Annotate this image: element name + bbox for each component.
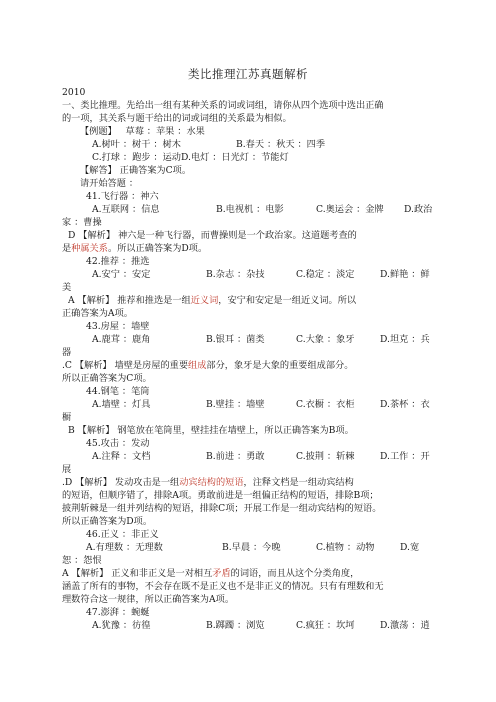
example-label: 【例题】 bbox=[80, 126, 117, 137]
q46-explanation-2: 涵盖了所有的事物，不会存在既不是正义也不是非正义的情况。只有有理数和无 bbox=[62, 581, 384, 592]
q46-explanation-1 bbox=[62, 567, 434, 580]
q41-explanation-1: D 【解析】 神六是一种飞行器，而曹操则是一个政治家。这道题考查的 bbox=[68, 230, 357, 241]
q45-explanation-2: 的短语，但顺序错了，排除A项。勇敢前进是一组偏正结构的短语，排除B项； bbox=[62, 490, 379, 501]
q45-exp-text-end: ，注释文档是一组动宾结构 bbox=[243, 477, 354, 488]
q43-keyword: 组成 bbox=[188, 360, 207, 371]
q41-option-a: A.互联网 ：信息 bbox=[92, 204, 160, 215]
q45-keyword: 动宾结构的短语 bbox=[179, 477, 244, 488]
page-title: 类比推理江苏真题解析 bbox=[188, 67, 308, 81]
q46-option-a: A.有理数 ：无理数 bbox=[86, 542, 163, 553]
start-prompt: 请开始答题 ： bbox=[80, 178, 139, 189]
example-stem bbox=[80, 125, 434, 138]
q42-explanation-1 bbox=[68, 294, 434, 307]
q41-option-b: B.电视机 ：电影 bbox=[216, 204, 284, 215]
q47-stem: 47.澎湃 ：蜿蜒 bbox=[86, 607, 150, 618]
q45-stem: 45.攻击 ：发动 bbox=[86, 438, 150, 449]
q43-stem: 43.房屋 ：墙壁 bbox=[86, 321, 150, 332]
q46-explanation-3: 理数符合这一规律，所以正确答案为A项。 bbox=[62, 594, 235, 605]
q43-option-d: D.坦克 ：兵 bbox=[380, 334, 430, 345]
q42-option-d: D.鲜艳 ：鲜 bbox=[380, 269, 430, 280]
q46-keyword: 矛盾 bbox=[212, 568, 231, 579]
q47-option-b: B.踯躅 ：浏览 bbox=[206, 620, 265, 631]
q41-explanation-2 bbox=[62, 242, 434, 255]
q45-option-a: A.注释 ：文档 bbox=[92, 451, 151, 462]
q43-option-wrap: 器 bbox=[62, 347, 72, 358]
q46-exp-text: A 【解析】 正义和非正义是一对相互 bbox=[62, 568, 213, 579]
q44-option-b: B.壁挂 ：墙壁 bbox=[206, 399, 265, 410]
intro-line-2: 的一项，其关系与题干给出的词或词组的关系最为相似。 bbox=[62, 113, 292, 124]
q44-option-d: D.茶杯 ：衣 bbox=[380, 399, 430, 410]
q47-option-a: A.犹豫 ：彷徨 bbox=[92, 620, 151, 631]
q46-stem: 46.正义 ：非正义 bbox=[86, 529, 159, 540]
q45-option-b: B.前进 ：勇敢 bbox=[206, 451, 265, 462]
q44-option-c: C.衣橱 ：衣柜 bbox=[296, 399, 355, 410]
q41-stem: 41.飞行器 ：神六 bbox=[86, 191, 159, 202]
example-answer: 【解答】 正确答案为C项。 bbox=[80, 165, 192, 176]
q45-option-c: C.披荆 ：斩棘 bbox=[296, 451, 355, 462]
example-option-a: A.树叶 ：树干 ：树木 bbox=[92, 139, 181, 150]
q45-exp-text: .D 【解析】 发动攻击是一组 bbox=[62, 477, 180, 488]
q45-explanation-4: 所以正确答案为D项。 bbox=[62, 516, 153, 527]
year-heading: 2010 bbox=[62, 87, 86, 98]
q41-keyword: 种属关系 bbox=[71, 243, 108, 254]
q42-keyword: 近义词 bbox=[190, 295, 219, 306]
q42-exp-text: A 【解析】 推荐和推选是一组 bbox=[68, 295, 191, 306]
q46-option-b: B.早晨 ：今晚 bbox=[222, 542, 281, 553]
q41-exp-text-end: 。所以正确答案为D项。 bbox=[107, 243, 208, 254]
q43-exp-text: .C 【解析】 墙壁是房屋的重要 bbox=[62, 360, 189, 371]
q45-option-d: D.工作 ：开 bbox=[380, 451, 430, 462]
q45-explanation-3: 披荆斩棘是一组并列结构的短语，排除C项；开展工作是一组动宾结构的短语。 bbox=[62, 503, 382, 514]
q42-option-a: A.安宁 ：安定 bbox=[92, 269, 151, 280]
q41-exp-text: 是 bbox=[62, 243, 72, 254]
q41-option-c: C.奥运会 ：金牌 bbox=[316, 204, 384, 215]
q46-option-d: D.宽 bbox=[400, 542, 420, 553]
q42-explanation-2: 正确答案为A项。 bbox=[62, 308, 133, 319]
q42-exp-text-end: ，安宁和安定是一组近义词。所以 bbox=[218, 295, 357, 306]
example-stem-text: 草莓 ：苹果 ：水果 bbox=[125, 126, 205, 137]
q45-explanation-1 bbox=[62, 476, 434, 489]
q46-option-c: C.植物 ：动物 bbox=[316, 542, 375, 553]
q41-option-wrap: 家 ：曹操 bbox=[62, 217, 102, 228]
intro-line-1: 一、类比推理。先给出一组有某种关系的词或词组，请你从四个选项中选出正确 bbox=[62, 100, 384, 111]
q43-exp-text-end: 部分，象牙是大象的重要组成部分。 bbox=[206, 360, 354, 371]
q43-explanation-1 bbox=[62, 359, 434, 372]
q43-option-c: C.大象 ：象牙 bbox=[296, 334, 355, 345]
q42-option-c: C.稳定 ：淡定 bbox=[296, 269, 355, 280]
q44-option-wrap: 橱 bbox=[62, 412, 72, 423]
q44-option-a: A.墙壁 ：灯具 bbox=[92, 399, 151, 410]
q46-exp-text-end: 的词语，而且从这个分类角度， bbox=[230, 568, 360, 579]
q43-option-b: B.银耳 ：菌类 bbox=[206, 334, 265, 345]
q42-option-b: B.杂志 ：杂技 bbox=[206, 269, 265, 280]
q43-option-a: A.鹿茸 ：鹿角 bbox=[92, 334, 151, 345]
q44-explanation-1: B 【解析】 钢笔放在笔筒里，壁挂挂在墙壁上，所以正确答案为B项。 bbox=[68, 425, 354, 436]
q47-option-c: C.疯狂 ：坎坷 bbox=[296, 620, 355, 631]
q47-option-d: D.激荡 ：逍 bbox=[380, 620, 430, 631]
example-option-cd: C.打球 ：跑步 ：运动D.电灯 ：日光灯 ：节能灯 bbox=[92, 152, 289, 163]
q46-option-wrap: 恕 ：怨恨 bbox=[62, 555, 102, 566]
q41-option-d: D.政治 bbox=[404, 204, 433, 215]
q43-explanation-2: 所以正确答案为C项。 bbox=[62, 373, 152, 384]
example-option-b: B.春天 ：秋天 ：四季 bbox=[236, 139, 326, 150]
q45-option-wrap: 展 bbox=[62, 464, 72, 475]
q42-stem: 42.推荐 ：推选 bbox=[86, 256, 150, 267]
q44-stem: 44.钢笔 ：笔筒 bbox=[86, 386, 150, 397]
q42-option-wrap: 美 bbox=[62, 282, 72, 293]
